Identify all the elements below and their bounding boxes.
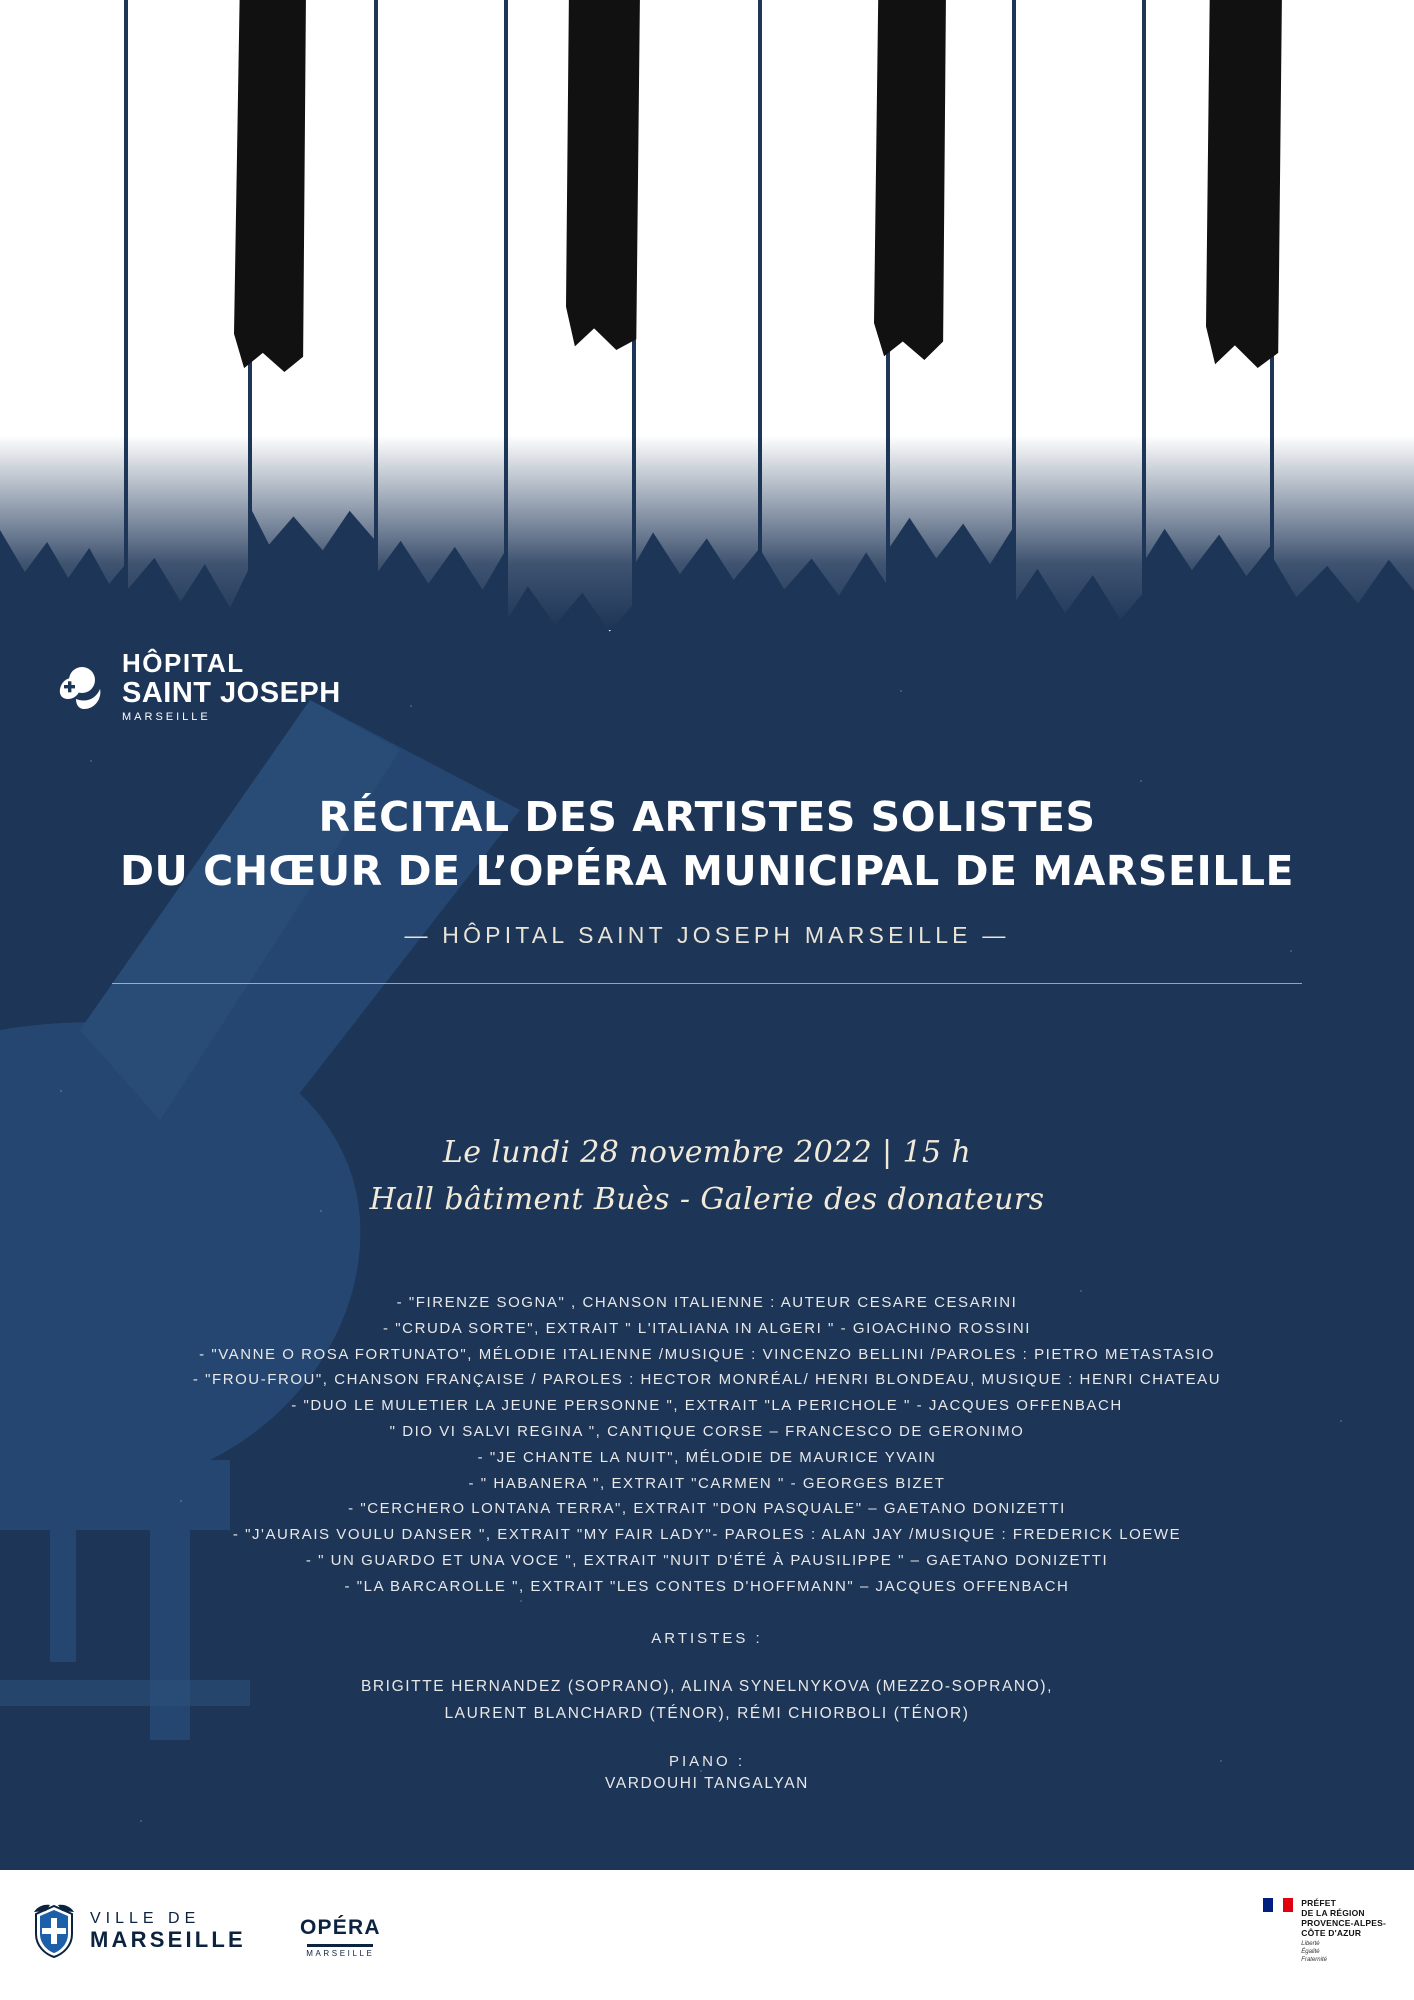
programme-item: - "DUO LE MULETIER LA JEUNE PERSONNE ", EXTRAIT "LA PERICHOLE " - JACQUES OFFENBACH [291, 1397, 1123, 1415]
devise-liberte: Liberté [1301, 1941, 1320, 1948]
poster-subtitle: — HÔPITAL SAINT JOSEPH MARSEILLE — [404, 922, 1010, 949]
prefet-region-logo [1263, 1898, 1386, 1964]
programme-item: - "FIRENZE SOGNA" , CHANSON ITALIENNE : AUTEUR CESARE CESARINI [396, 1294, 1018, 1311]
ville-de-marseille-logo [30, 1902, 246, 1960]
artists-heading: ARTISTES : [651, 1630, 763, 1647]
programme-item: - "CRUDA SORTE", EXTRAIT " L'ITALIANA IN ALGERI " - GIOACHINO ROSSINI [383, 1319, 1031, 1337]
programme-item: - "VANNE O ROSA FORTUNATO", MÉLODIE ITALIENNE /MUSIQUE : VINCENZO BELLINI /PAROLES : PIETRO METASTASIO [199, 1345, 1215, 1363]
opera-underline [307, 1944, 373, 1947]
prefet-line2: DE LA RÉGION [1301, 1908, 1365, 1919]
prefet-line3: PROVENCE-ALPES- [1301, 1918, 1386, 1929]
programme-item: - "CERCHERO LONTANA TERRA", EXTRAIT "DON PASQUALE" – GAETANO DONIZETTI [348, 1500, 1066, 1518]
devise-egalite: Égalité [1301, 1948, 1320, 1955]
date-place-block [0, 1130, 1414, 1223]
programme-item: - "FROU-FROU", CHANSON FRANÇAISE / PAROLES : HECTOR MONRÉAL/ HENRI BLONDEAU, MUSIQUE : HENRI CHATEAU [192, 1371, 1222, 1389]
title-block [0, 790, 1414, 984]
programme-item: - "LA BARCAROLLE ", EXTRAIT "LES CONTES D'HOFFMANN" – JACQUES OFFENBACH [344, 1577, 1070, 1595]
hospital-logo [52, 650, 341, 723]
hospital-logo-line1: HÔPITAL [122, 648, 245, 678]
programme-item: - " HABANERA ", EXTRAIT "CARMEN " - GEORGES BIZET [468, 1474, 946, 1492]
opera-marseille-logo [300, 1916, 381, 1958]
poster-title-line1: RÉCITAL DES ARTISTES SOLISTES [318, 793, 1096, 841]
marseille-line2: MARSEILLE [90, 1926, 246, 1952]
opera-name: OPÉRA [300, 1916, 381, 1939]
programme-item: " DIO VI SALVI REGINA ", CANTIQUE CORSE – FRANCESCO DE GERONIMO [389, 1422, 1025, 1440]
artists-line2: LAURENT BLANCHARD (TÉNOR), RÉMI CHIORBOLI (TÉNOR) [444, 1705, 970, 1723]
piano-heading: PIANO : [668, 1753, 745, 1771]
artists-line1: BRIGITTE HERNANDEZ (SOPRANO), ALINA SYNELNYKOVA (MEZZO-SOPRANO), [360, 1678, 1054, 1695]
prefet-line1: PRÉFET [1301, 1898, 1337, 1908]
poster-title-line2: DU CHŒUR DE L’OPÉRA MUNICIPAL DE MARSEILLE [120, 847, 1294, 896]
programme-item: - "J'AURAIS VOULU DANSER ", EXTRAIT "MY FAIR LADY"- PAROLES : ALAN JAY /MUSIQUE : FREDERICK LOEWE [232, 1526, 1182, 1544]
programme-list [0, 1290, 1414, 1600]
marianne-icon [1263, 1898, 1293, 1912]
artists-block [0, 1630, 1414, 1797]
tricolore-flag-icon [1263, 1898, 1293, 1912]
keys-fade-overlay [0, 330, 1414, 630]
programme-item: - " UN GUARDO ET UNA VOCE ", EXTRAIT "NUIT D'ÉTÉ À PAUSILIPPE " – GAETANO DONIZETTI [305, 1551, 1109, 1569]
devise-fraternite: Fraternité [1301, 1956, 1327, 1963]
hospital-logo-line2: SAINT JOSEPH [122, 677, 341, 709]
hospital-logo-line3: MARSEILLE [122, 711, 211, 723]
marseille-crest-icon [30, 1902, 78, 1960]
pianist-name: VARDOUHI TANGALYAN [605, 1775, 809, 1793]
opera-city: MARSEILLE [306, 1949, 375, 1958]
hospital-emblem-icon [52, 659, 108, 715]
event-location: Hall bâtiment Buès - Galerie des donateurs [369, 1181, 1045, 1217]
divider [112, 983, 1302, 984]
event-date: Le lundi 28 novembre 2022 | 15 h [442, 1135, 972, 1170]
footer-logos [0, 1870, 1414, 2000]
programme-item: - "JE CHANTE LA NUIT", MÉLODIE DE MAURICE YVAIN [477, 1448, 937, 1466]
marseille-line1: VILLE DE [90, 1910, 201, 1928]
prefet-line4: CÔTE D'AZUR [1301, 1928, 1362, 1939]
